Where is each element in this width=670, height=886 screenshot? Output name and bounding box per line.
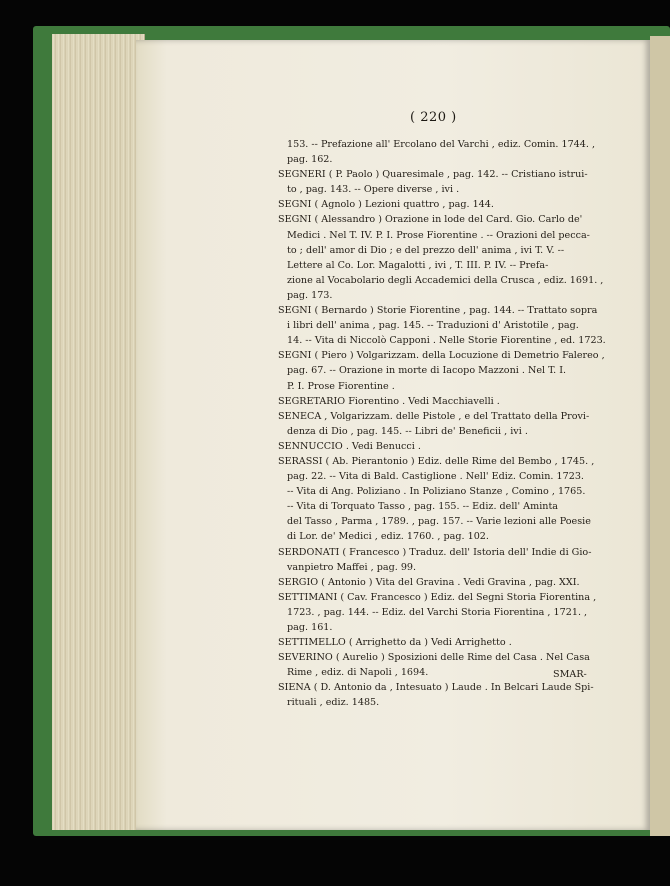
entry-line: 153. -- Prefazione all' Ercolano del Varchi , ediz. Comin. 1744. ,: [287, 139, 596, 150]
entry-line: SEGNI ( Piero ) Volgarizzam. della Locuzione di Demetrio Falereo ,: [278, 350, 605, 362]
index-entry: [278, 545, 598, 575]
index-entries: [278, 137, 606, 711]
entry-line: SEGNI ( Alessandro ) Orazione in lode del Card. Gio. Carlo de': [278, 214, 583, 226]
entry-line: i libri dell' anima , pag. 145. -- Traduzioni d' Aristotile , pag.: [287, 320, 579, 332]
entry-line: SETTIMELLO ( Arrighetto da ) Vedi Arrighetto .: [278, 637, 512, 649]
index-entry: [278, 439, 598, 454]
entry-line: 1723. , pag. 144. -- Ediz. del Varchi Storia Fiorentina , 1721. ,: [287, 606, 588, 618]
entry-line: SEGNI ( Bernardo ) Storie Fiorentine , pag. 144. -- Trattato sopra: [278, 305, 598, 317]
index-entry: [278, 680, 598, 710]
index-entry: [278, 635, 598, 650]
entry-line: P. I. Prose Fiorentine .: [287, 380, 395, 392]
page-number: ( 220 ): [410, 110, 457, 125]
index-entry: [278, 212, 604, 303]
entry-line: del Tasso , Parma , 1789. , pag. 157. -- Varie lezioni alle Poesie: [287, 516, 591, 528]
catchword: SMAR-: [553, 669, 587, 680]
entry-line: pag. 22. -- Vita di Bald. Castiglione . Nell' Ediz. Comin. 1723.: [287, 471, 584, 483]
entry-line: 14. -- Vita di Niccolò Capponi . Nelle Storie Fiorentine , ed. 1723.: [287, 335, 606, 347]
index-entry: [278, 454, 598, 545]
entry-line: Lettere al Co. Lor. Magalotti , ivi , T. III. P. IV. -- Prefa-: [287, 259, 549, 271]
entry-line: SETTIMANI ( Cav. Francesco ) Ediz. del Segni Storia Fiorentina ,: [278, 591, 597, 603]
index-entry: [278, 167, 598, 197]
entry-line: Medici . Nel T. IV. P. I. Prose Fiorentine . -- Orazioni del pecca-: [287, 229, 590, 241]
index-entry: [278, 394, 598, 409]
entry-line: SIENA ( D. Antonio da , Intesuato ) Laude . In Belcari Laude Spi-: [278, 682, 594, 694]
entry-line: pag. 173.: [287, 289, 333, 301]
index-entry: [278, 197, 598, 212]
entry-line: denza di Dio , pag. 145. -- Libri de' Beneficii , ivi .: [287, 425, 528, 437]
entry-line: SERDONATI ( Francesco ) Traduz. dell' Istoria dell' Indie di Gio-: [278, 546, 592, 558]
entry-line: vanpietro Maffei , pag. 99.: [287, 561, 417, 573]
index-entry: [278, 137, 598, 167]
entry-line: rituali , ediz. 1485.: [287, 697, 380, 709]
page-edges: [52, 34, 145, 830]
entry-line: di Lor. de' Medici , ediz. 1760. , pag. 102.: [287, 531, 489, 543]
entry-line: pag. 162.: [287, 154, 333, 166]
entry-line: SEVERINO ( Aurelio ) Sposizioni delle Rime del Casa . Nel Casa: [278, 652, 590, 664]
entry-line: to , pag. 143. -- Opere diverse , ivi .: [287, 184, 460, 196]
index-entry: [278, 303, 606, 348]
entry-line: SEGNI ( Agnolo ) Lezioni quattro , pag. 144.: [278, 199, 494, 211]
entry-line: SEGNERI ( P. Paolo ) Quaresimale , pag. 142. -- Cristiano istrui-: [278, 169, 588, 181]
index-entry: [278, 575, 598, 590]
index-entry: [278, 348, 605, 393]
entry-line: to ; dell' amor di Dio ; e del prezzo dell' anima , ivi T. V. --: [287, 244, 565, 256]
entry-line: pag. 161.: [287, 622, 333, 633]
index-entry: [278, 590, 598, 635]
index-entry: [278, 650, 598, 680]
entry-line: SENNUCCIO . Vedi Benucci .: [278, 440, 421, 452]
next-page-edge: [650, 36, 670, 836]
entry-line: SERGIO ( Antonio ) Vita del Gravina . Vedi Gravina , pag. XXI.: [278, 576, 580, 588]
entry-line: pag. 67. -- Orazione in morte di Iacopo Mazzoni . Nel T. I.: [287, 365, 567, 377]
entry-line: SENECA , Volgarizzam. delle Pistole , e del Trattato della Provi-: [278, 410, 590, 422]
entry-line: -- Vita di Ang. Poliziano . In Poliziano Stanze , Comino , 1765.: [287, 486, 586, 498]
entry-line: SERASSI ( Ab. Pierantonio ) Ediz. delle Rime del Bembo , 1745. ,: [278, 455, 595, 467]
entry-line: zione al Vocabolario degli Accademici della Crusca , ediz. 1691. ,: [287, 274, 604, 286]
index-entry: [278, 409, 598, 439]
entry-line: -- Vita di Torquato Tasso , pag. 155. -- Ediz. dell' Aminta: [287, 501, 559, 513]
entry-line: SEGRETARIO Fiorentino . Vedi Macchiavelli .: [278, 395, 500, 407]
entry-line: Rime , ediz. di Napoli , 1694.: [287, 667, 429, 679]
